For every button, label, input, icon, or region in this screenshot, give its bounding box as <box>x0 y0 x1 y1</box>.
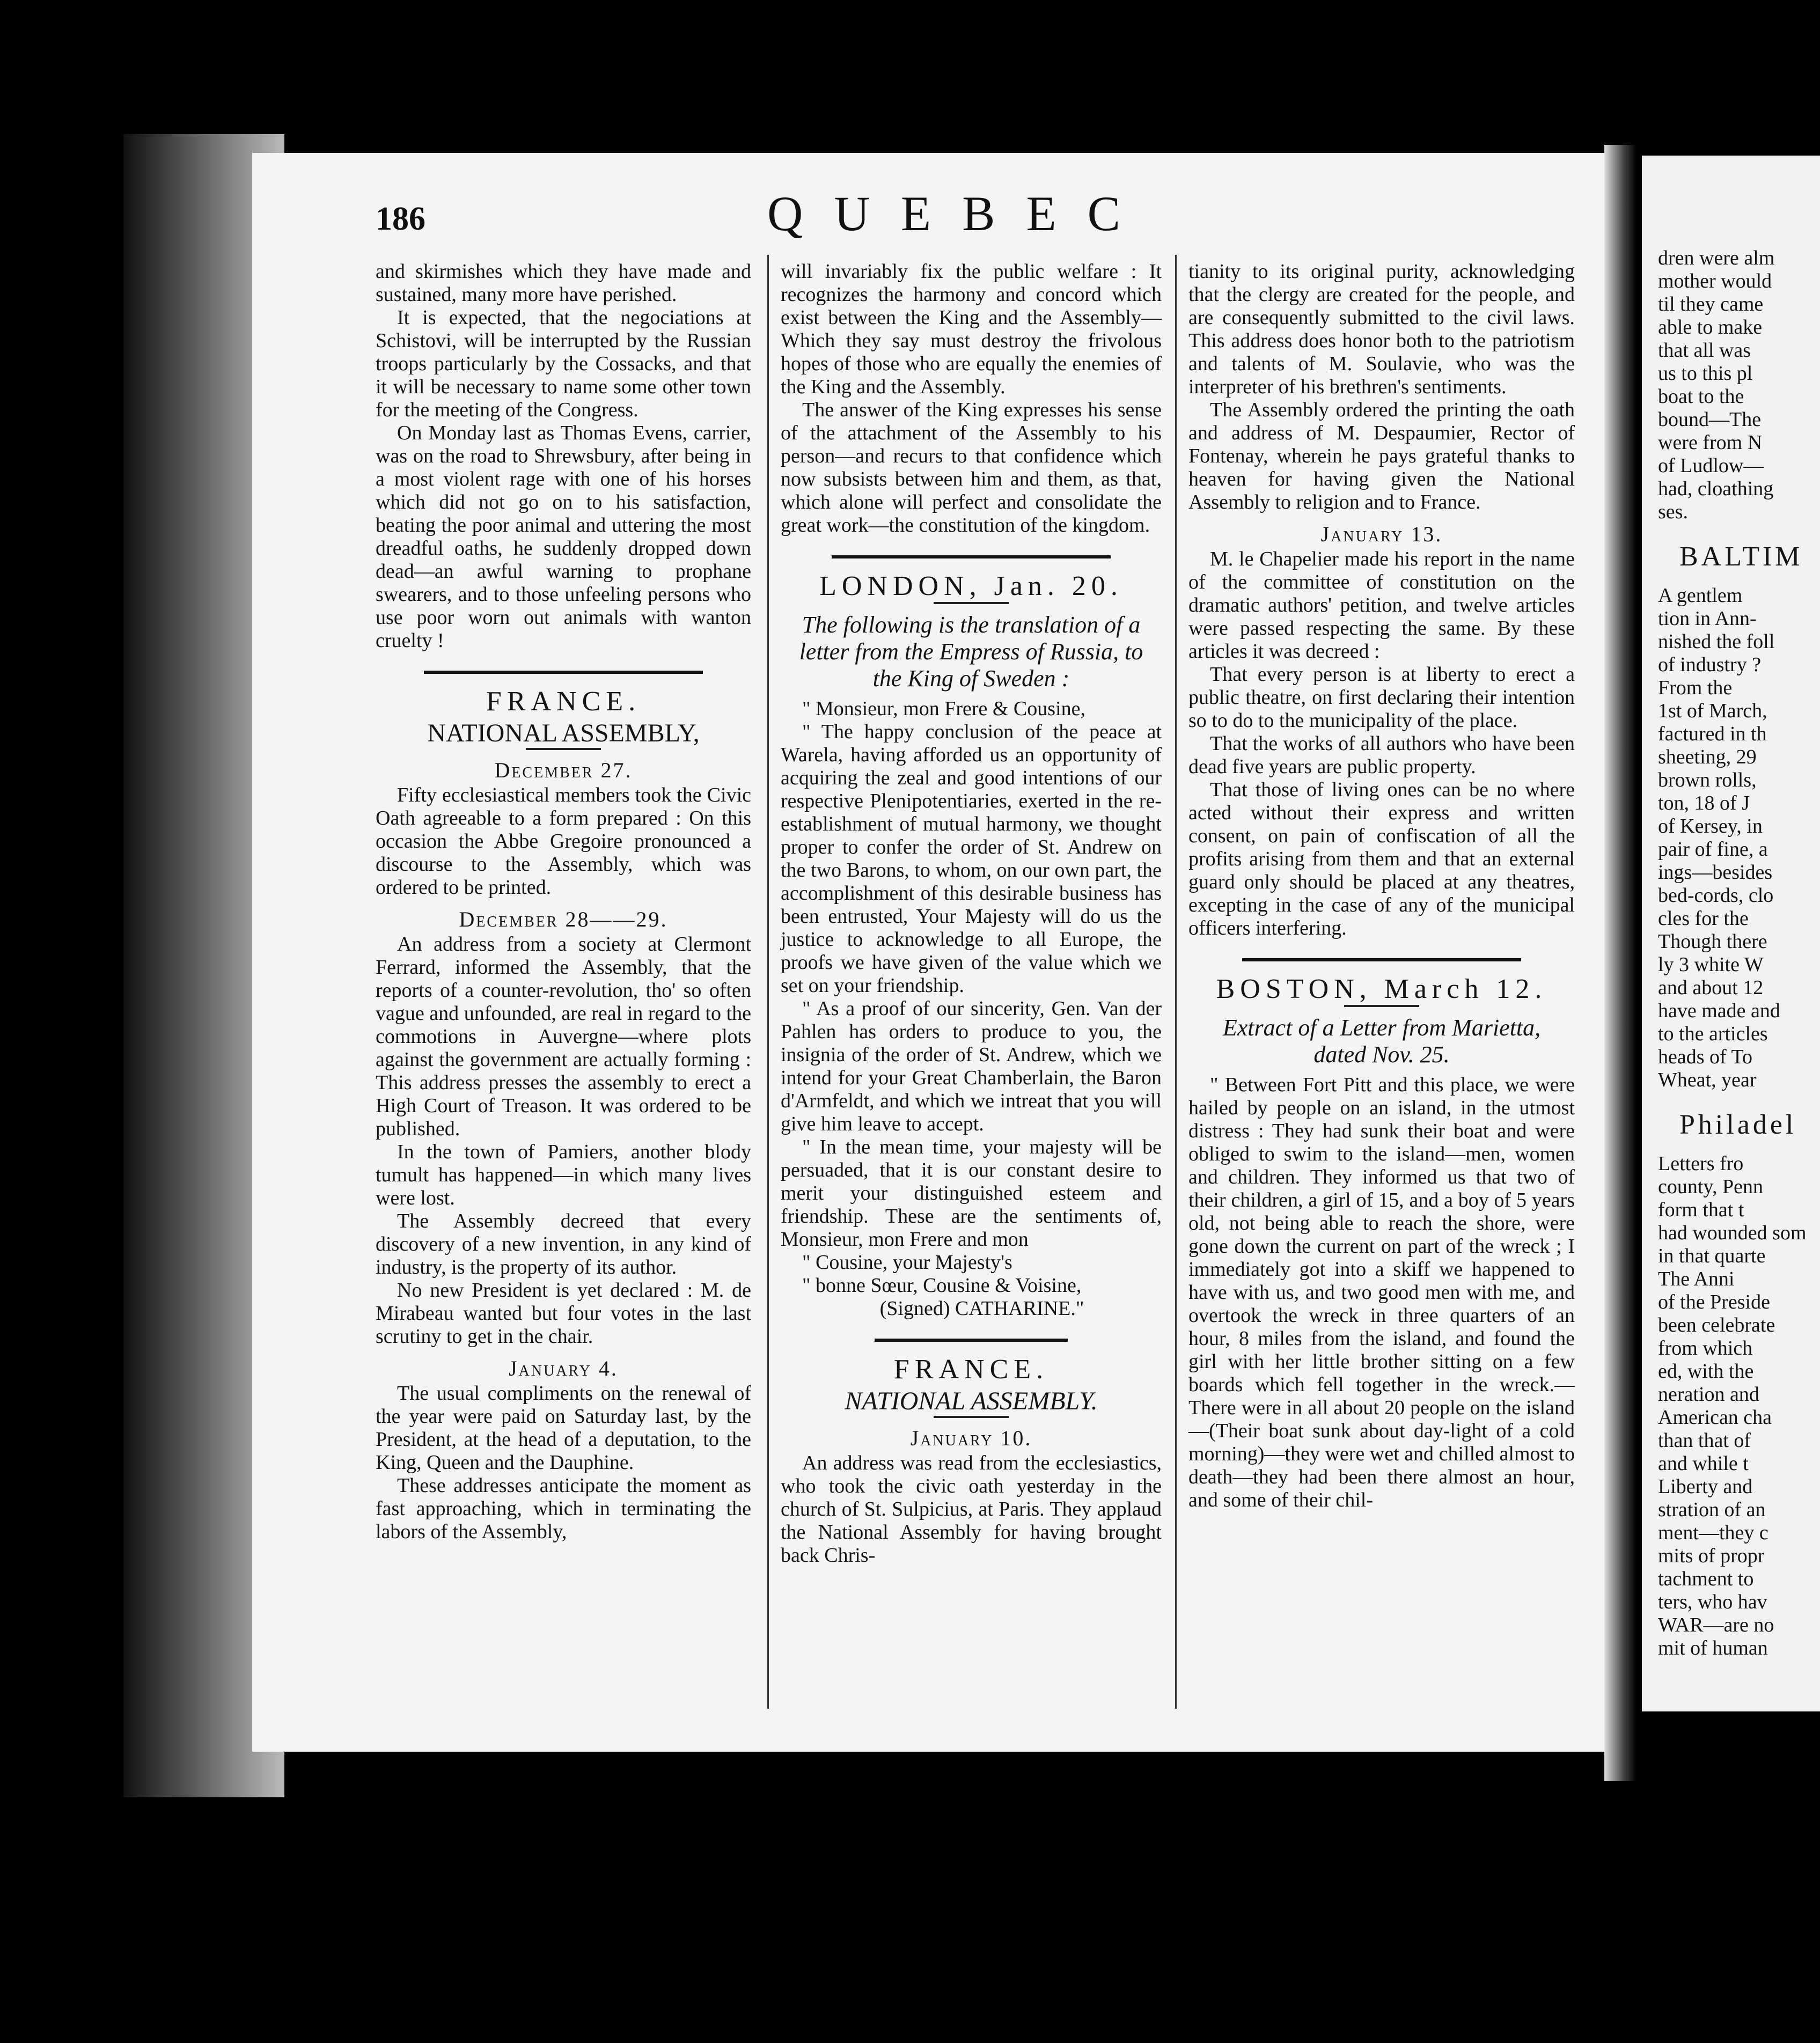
short-rule <box>934 1416 1009 1418</box>
date-heading: January 10. <box>910 1426 1032 1450</box>
adjacent-line: bed-cords, clo <box>1658 884 1774 907</box>
adjacent-line: ses. <box>1658 501 1688 523</box>
section-rule <box>832 555 1111 558</box>
heading-baltimore: BALTIM <box>1679 541 1803 572</box>
paragraph: " bonne Sœur, Cousine & Voisine, <box>802 1274 1082 1297</box>
adjacent-line: had, cloathing <box>1658 477 1774 500</box>
paragraph: That every person is at liberty to erect a public theatre, on first declaring their intention so to do to the municipality of the place. <box>1188 663 1575 732</box>
heading-boston: BOSTON, March 12. <box>1216 974 1547 1004</box>
adjacent-line: 1st of March, <box>1658 700 1767 722</box>
paragraph: In the town of Pamiers, another blody tumult has happened—in which many lives were lost. <box>376 1141 751 1209</box>
adjacent-line: in that quarte <box>1658 1245 1766 1267</box>
heading-national-assembly: NATIONAL ASSEMBLY, <box>427 719 700 747</box>
running-head: QUEBEC <box>767 186 1151 241</box>
adjacent-line: from which <box>1658 1337 1753 1359</box>
adjacent-line: to the articles <box>1658 1023 1768 1045</box>
adjacent-text-block-3 <box>1658 1152 1820 1660</box>
paragraph: " As a proof of our sincerity, Gen. Van der Pahlen has orders to produce to you, the insignia of the order of St. Andrew, which we intend for your Great Chamberlain, the Baron d'Armfeldt, and which we intreat that you will give him leave to accept. <box>781 997 1162 1135</box>
adjacent-line: that all was <box>1658 339 1751 362</box>
section-rule <box>875 1339 1068 1342</box>
page-number: 186 <box>376 201 425 237</box>
adjacent-line: nished the foll <box>1658 630 1775 653</box>
date-heading: January 13. <box>1320 522 1443 546</box>
adjacent-line: stration of an <box>1658 1498 1766 1521</box>
adjacent-line: heads of To <box>1658 1046 1753 1068</box>
adjacent-line: neration and <box>1658 1383 1759 1406</box>
adjacent-line: tion in Ann- <box>1658 607 1757 630</box>
heading-france: FRANCE. <box>893 1354 1049 1385</box>
adjacent-line: form that t <box>1658 1199 1744 1221</box>
paragraph: " The happy conclusion of the peace at Warela, having afforded us an opportunity of acquiring the zeal and good intentions of our respective Plenipotentiaries, exerted in the re-establishment of mutual harmony, we thought proper to confer the order of St. Andrew on the two Barons, to whom, on our own part, the accomplishment of this desirable business has been entrusted, Your Majesty will do us the justice to acknowledge to all Europe, the proofs we have given of the value which we set on your friendship. <box>781 721 1162 997</box>
adjacent-line: Though there <box>1658 930 1767 953</box>
paragraph: That those of living ones can be no where acted without their express and written consent, on pain of confiscation of all the profits arising from them and that an external guard only should be placed at any theatres, excepting in the case of any of the municipal officers interfering. <box>1188 778 1575 939</box>
adjacent-line: than that of <box>1658 1429 1751 1452</box>
adjacent-line: ment—they c <box>1658 1522 1768 1544</box>
heading-philadelphia: Philadel <box>1679 1109 1797 1140</box>
adjacent-line: The Anni <box>1658 1268 1735 1290</box>
heading-london: LONDON, Jan. 20. <box>819 571 1123 601</box>
adjacent-line: of Kersey, in <box>1658 815 1763 837</box>
adjacent-line: Wheat, year <box>1658 1069 1757 1091</box>
adjacent-line: of the Preside <box>1658 1291 1770 1313</box>
adjacent-line: A gentlem <box>1658 584 1743 607</box>
adjacent-page-column <box>1658 247 1820 1660</box>
paragraph: " Monsieur, mon Frere & Cousine, <box>802 697 1085 720</box>
paragraph: will invariably fix the public welfare : It recognizes the harmony and concord which exist between the King and the Assembly—Which they say must destroy the frivolous hopes of those who are equally the enemies of the King and the Assembly. <box>781 260 1162 398</box>
paragraph: " Between Fort Pitt and this place, we were hailed by people on an island, in the utmost distress : They had sunk their boat and were obliged to swim to the island—men, women and children. They informed us that two of their children, a girl of 15, and a boy of 5 years old, not being able to reach the shore, were gone down the current on part of the wreck ; I immediately got into a skiff we happened to have with us, and two good men with me, and overtook the wreck in three quarters of an hour, 8 miles from the island, and found the girl with her little brother sitting on a few boards which fell together in the wreck.—There were in all about 20 people on the island—(Their boat sunk about day-light of a cold morning)—they were wet and chilled almost to death—they had been there almost an hour, and some of their chil- <box>1188 1074 1575 1511</box>
adjacent-line: From the <box>1658 677 1733 699</box>
paragraph: and skirmishes which they have made and sustained, many more have perished. <box>376 260 751 306</box>
adjacent-line: able to make <box>1658 316 1763 339</box>
heading-extract: Extract of a Letter from Marietta, dated Nov. 25. <box>1222 1015 1541 1068</box>
adjacent-line: Liberty and <box>1658 1475 1753 1498</box>
adjacent-line: dren were alm <box>1658 247 1775 269</box>
adjacent-line: been celebrate <box>1658 1314 1775 1336</box>
adjacent-line: WAR—are no <box>1658 1614 1774 1636</box>
newspaper-page <box>252 153 1615 1752</box>
paragraph: " Cousine, your Majesty's <box>802 1251 1012 1274</box>
paragraph: tianity to its original purity, acknowledging that the clergy are created for the people, and are consequently submitted to the civil laws. This address does honor both to the patriotism and talents of M. Soulavie, who was the interpreter of his brethren's sentiments. <box>1188 260 1575 398</box>
signature: (Signed) CATHARINE." <box>879 1297 1084 1320</box>
paragraph: An address from a society at Clermont Ferrard, informed the Assembly, that the reports of a counter-revolution, tho' so often vague and unfounded, are real in regard to the commotions in Auvergne—where plots against the government are actually forming : This address presses the assembly to erect a High Court of Treason. It was ordered to be published. <box>376 933 751 1140</box>
adjacent-line: tachment to <box>1658 1568 1754 1590</box>
adjacent-text-block-2 <box>1658 584 1820 1092</box>
adjacent-line: ings—besides <box>1658 861 1773 884</box>
adjacent-line: and while t <box>1658 1452 1749 1475</box>
paragraph: No new President is yet declared : M. de Mirabeau wanted but four votes in the last scrutiny to get in the chair. <box>376 1279 751 1348</box>
column-2 <box>781 260 1162 1567</box>
paragraph: It is expected, that the negociations at Schistovi, will be interrupted by the Russian troops particularly by the Cossacks, and that it will be necessary to name some other town for the meeting of the Congress. <box>376 306 751 421</box>
adjacent-line: cles for the <box>1658 907 1749 930</box>
adjacent-line: were from N <box>1658 431 1763 454</box>
adjacent-line: county, Penn <box>1658 1175 1763 1198</box>
paragraph: On Monday last as Thomas Evens, carrier, was on the road to Shrewsbury, after being in a most violent rage with one of his horses which did not go on to his satisfaction, beating the poor animal and uttering the most dreadful oaths, he suddenly dropped down dead—an awful warning to prophane swearers, and to those unfeeling persons who use poor worn out animals with wanton cruelty ! <box>376 422 751 652</box>
adjacent-line: of Ludlow— <box>1658 454 1764 477</box>
paragraph: M. le Chapelier made his report in the name of the committee of constitution on the dramatic authors' petition, and twelve articles were passed respecting the same. By these articles it was decreed : <box>1188 548 1575 663</box>
adjacent-line: ed, with the <box>1658 1360 1754 1383</box>
short-rule <box>1344 1005 1419 1007</box>
adjacent-line: bound—The <box>1658 408 1762 431</box>
paragraph: The Assembly decreed that every discovery of a new invention, in any kind of industry, is the property of its author. <box>376 1210 751 1278</box>
section-rule <box>424 671 703 674</box>
paragraph: An address was read from the ecclesiastics, who took the civic oath yesterday in the church of St. Sulpicius, at Paris. They applaud the National Assembly for having brought back Chris- <box>781 1452 1162 1567</box>
paragraph: The usual compliments on the renewal of the year were paid on Saturday last, by the President, at the head of a deputation, to the King, Queen and the Dauphine. <box>376 1382 751 1474</box>
adjacent-line: Letters fro <box>1658 1152 1744 1175</box>
adjacent-line: boat to the <box>1658 385 1744 408</box>
paragraph: That the works of all authors who have been dead five years are public property. <box>1188 732 1575 778</box>
section-rule <box>1242 958 1521 961</box>
heading-letter: The following is the translation of a letter from the Empress of Russia, to the King of Sweden : <box>799 612 1143 692</box>
adjacent-line: had wounded som <box>1658 1222 1807 1244</box>
paragraph: The Assembly ordered the printing the oath and address of M. Despaumier, Rector of Fontenay, wherein he pays grateful thanks to heaven for having given the National Assembly to religion and to France. <box>1188 399 1575 513</box>
paragraph: Fifty ecclesiastical members took the Civic Oath agreeable to a form prepared : On this occasion the Abbe Gregoire pronounced a discourse to the Assembly, which was ordered to be printed. <box>376 784 751 899</box>
adjacent-line: American cha <box>1658 1406 1772 1429</box>
date-heading: January 4. <box>509 1356 618 1380</box>
adjacent-line: pair of fine, a <box>1658 838 1768 861</box>
adjacent-page <box>1642 156 1820 1711</box>
short-rule <box>526 748 601 750</box>
adjacent-line: mother would <box>1658 270 1772 292</box>
paragraph: " In the mean time, your majesty will be persuaded, that it is our constant desire to merit your distinguished esteem and friendship. These are the sentiments of, Monsieur, mon Frere and mon <box>781 1136 1162 1251</box>
adjacent-line: of industry ? <box>1658 653 1762 676</box>
book-gutter <box>1604 145 1636 1781</box>
adjacent-line: mits of propr <box>1658 1545 1765 1567</box>
adjacent-line: ly 3 white W <box>1658 953 1764 976</box>
paragraph: The answer of the King expresses his sense of the attachment of the Assembly to his person—and recurs to that confidence which now subsists between him and them, as that, which alone will perfect and consolidate the great work—the constitution of the kingdom. <box>781 399 1162 537</box>
heading-france: FRANCE. <box>486 686 641 717</box>
adjacent-line: have made and <box>1658 1000 1780 1022</box>
adjacent-line: ton, 18 of J <box>1658 792 1750 814</box>
column-rule-1 <box>767 255 769 1709</box>
adjacent-line: til they came <box>1658 293 1764 315</box>
paragraph: These addresses anticipate the moment as fast approaching, which in terminating the labors of the Assembly, <box>376 1474 751 1543</box>
date-heading: December 28——29. <box>459 907 668 931</box>
adjacent-line: brown rolls, <box>1658 769 1757 791</box>
adjacent-line: and about 12 <box>1658 976 1764 999</box>
adjacent-line: mit of human <box>1658 1637 1768 1659</box>
column-3 <box>1188 260 1575 1512</box>
date-heading: December 27. <box>494 758 633 782</box>
adjacent-line: sheeting, 29 <box>1658 746 1757 768</box>
short-rule <box>934 602 1009 604</box>
adjacent-line: ters, who hav <box>1658 1591 1767 1613</box>
column-rule-2 <box>1175 255 1177 1709</box>
heading-national-assembly: NATIONAL ASSEMBLY. <box>845 1387 1098 1415</box>
column-1 <box>376 260 751 1544</box>
adjacent-line: factured in th <box>1658 723 1767 745</box>
adjacent-text-block-1 <box>1658 247 1820 524</box>
adjacent-line: us to this pl <box>1658 362 1753 385</box>
